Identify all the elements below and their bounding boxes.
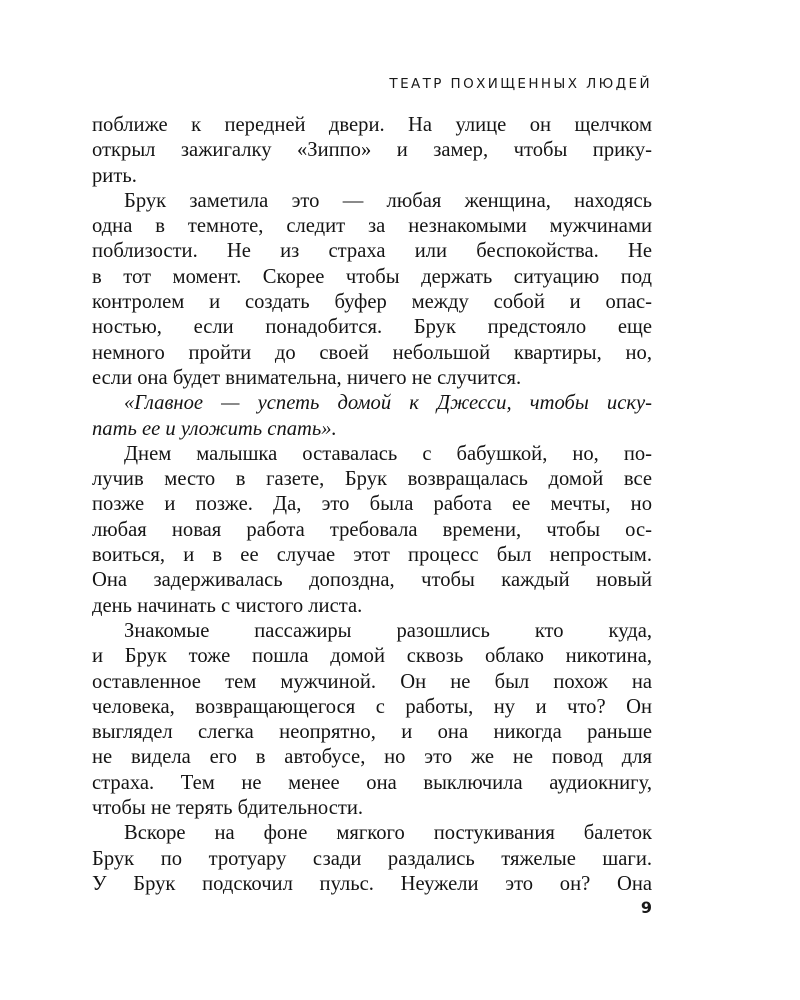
text-line: если она будет внимательна, ничего не случится.	[92, 366, 522, 389]
text-line: Вскоре на фоне мягкого постукивания балеток	[124, 822, 652, 845]
text-line: день начинать с чистого листа.	[92, 594, 363, 617]
text-line: У Брук подскочил пульс. Неужели это он? Она	[92, 872, 652, 895]
text-line: человека, возвращающегося с работы, ну и что? Он	[92, 695, 652, 718]
text-line: и Брук тоже пошла домой сквозь облако никотина,	[92, 645, 652, 668]
text-line: позже и позже. Да, это была работа ее мечты, но	[92, 493, 652, 516]
text-line: любая новая работа требовала времени, чтобы ос-	[92, 518, 652, 541]
text-line: рить.	[92, 164, 137, 187]
text-line: ностью, если понадобится. Брук предстояло еще	[92, 316, 652, 339]
text-line: Знакомые пассажиры разошлись кто куда,	[124, 619, 652, 642]
running-head-title: ТЕАТР ПОХИЩЕННЫХ ЛЮДЕЙ	[389, 76, 652, 92]
text-line-italic: пать ее и уложить спать».	[92, 417, 337, 440]
text-line-italic: «Главное — успеть домой к Джесси, чтобы иску-	[124, 392, 652, 415]
text-line: страха. Тем не менее она выключила аудиокнигу,	[92, 771, 652, 794]
text-line: немного пройти до своей небольшой квартиры, но,	[92, 341, 652, 364]
text-line: в тот момент. Скорее чтобы держать ситуацию под	[92, 265, 652, 288]
text-line: Она задерживалась допоздна, чтобы каждый новый	[92, 569, 652, 592]
text-line: Брук по тротуару сзади раздались тяжелые шаги.	[92, 847, 652, 870]
text-line: воиться, и в ее случае этот процесс был непростым.	[92, 544, 652, 567]
page-number: 9	[640, 898, 652, 917]
text-line: Брук заметила это — любая женщина, находясь	[124, 189, 652, 212]
text-line: Днем малышка оставалась с бабушкой, но, по-	[124, 442, 652, 465]
text-line: оставленное тем мужчиной. Он не был похож на	[92, 670, 652, 693]
text-line: поблизости. Не из страха или беспокойства. Не	[92, 240, 652, 263]
text-line: лучив место в газете, Брук возвращалась домой все	[92, 468, 652, 491]
text-line: чтобы не терять бдительности.	[92, 797, 364, 820]
body-text	[92, 113, 652, 897]
text-line: одна в темноте, следит за незнакомыми мужчинами	[92, 215, 652, 238]
text-line: выглядел слегка неопрятно, и она никогда раньше	[92, 721, 652, 744]
text-line: контролем и создать буфер между собой и опас-	[92, 291, 652, 314]
text-line: поближе к передней двери. На улице он щелчком	[92, 114, 652, 136]
text-line: не видела его в автобусе, но это же не повод для	[92, 746, 652, 769]
text-line: открыл зажигалку «Зиппо» и замер, чтобы прику-	[92, 139, 652, 162]
